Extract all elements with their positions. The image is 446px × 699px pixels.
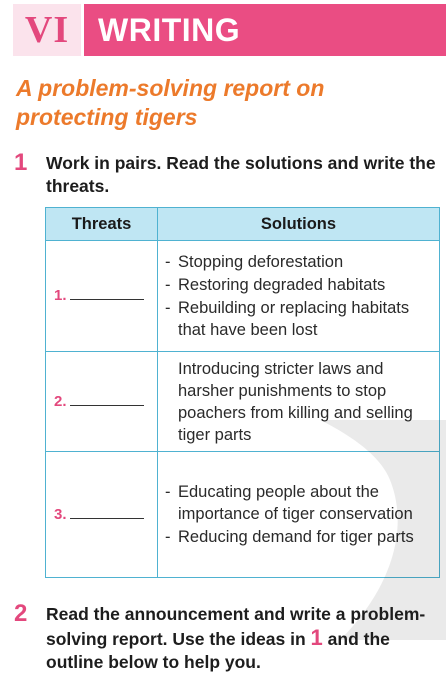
task-1-number: 1 bbox=[14, 149, 28, 176]
task-1-instruction: Work in pairs. Read the solutions and write the threats. bbox=[46, 153, 436, 196]
answer-blank[interactable] bbox=[70, 393, 144, 406]
threat-cell bbox=[46, 452, 158, 578]
task-2-instruction bbox=[46, 603, 438, 674]
task-2-text-end: and the outline below to help you. bbox=[46, 629, 390, 672]
solution-cell bbox=[158, 241, 440, 352]
task-2-number: 2 bbox=[14, 600, 28, 627]
table-header-row bbox=[46, 208, 440, 241]
solution-cell bbox=[158, 452, 440, 578]
threat-number: 2. bbox=[54, 392, 67, 410]
solution-item: - Educating people about the importance of tiger conservation bbox=[164, 481, 433, 525]
page-title: A problem-solving report on protecting tigers bbox=[16, 75, 325, 130]
threat-number: 3. bbox=[54, 505, 67, 523]
section-title: WRITING bbox=[84, 4, 446, 56]
threats-header: Threats bbox=[46, 208, 158, 241]
table-row bbox=[46, 452, 440, 578]
section-number: VI bbox=[13, 4, 81, 56]
threats-solutions-table bbox=[45, 207, 440, 578]
table-row bbox=[46, 241, 440, 352]
solution-cell bbox=[158, 352, 440, 452]
solution-item: - Reducing demand for tiger parts bbox=[164, 526, 433, 548]
task-2-text-start: Read the announcement and write a problem-solving report. Use the ideas in bbox=[46, 604, 426, 649]
threat-cell bbox=[46, 241, 158, 352]
answer-blank[interactable] bbox=[70, 287, 144, 300]
table-row bbox=[46, 352, 440, 452]
solutions-header: Solutions bbox=[158, 208, 440, 241]
threat-cell bbox=[46, 352, 158, 452]
solution-text: Introducing stricter laws and harsher punishments to stop poachers from killing and selling tiger parts bbox=[178, 359, 413, 444]
solution-item: - Stopping deforestation bbox=[164, 251, 433, 273]
threat-number: 1. bbox=[54, 287, 67, 304]
task-2-inline-ref: 1 bbox=[310, 625, 323, 650]
answer-blank[interactable] bbox=[70, 506, 144, 519]
solution-item: - Rebuilding or replacing habitats that have been lost bbox=[164, 297, 433, 341]
solution-item: - Restoring degraded habitats bbox=[164, 274, 433, 296]
section-header bbox=[0, 4, 446, 56]
